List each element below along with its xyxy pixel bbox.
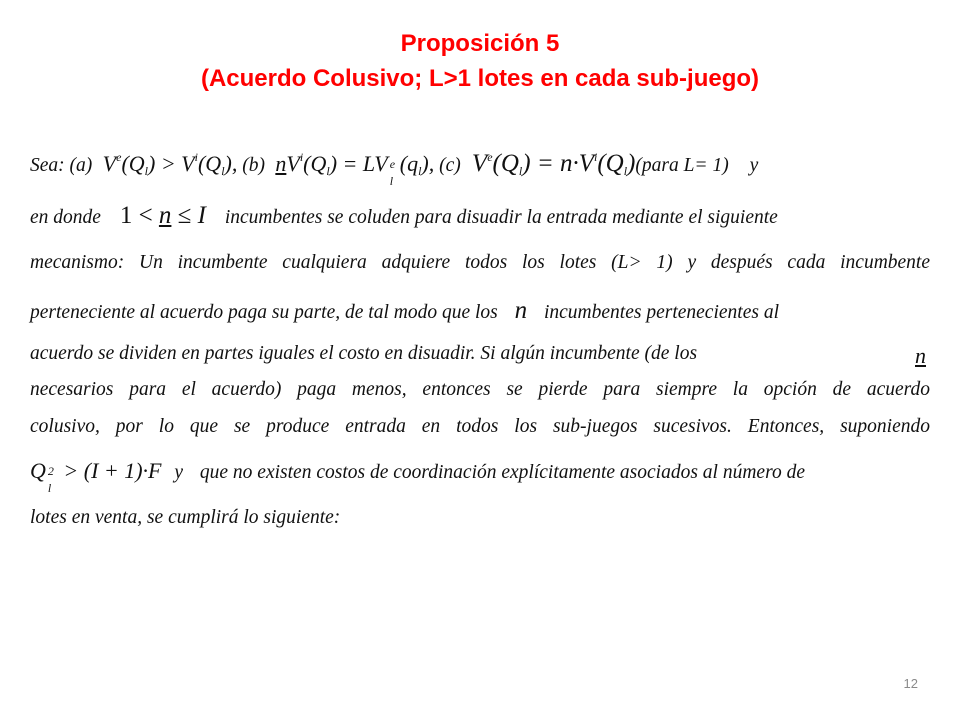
item-b-label: (b)	[242, 155, 265, 176]
sea-label: Sea:	[30, 155, 65, 176]
slide-title	[0, 26, 960, 96]
n-symbol: n	[514, 297, 528, 324]
n-underlined-symbol: n	[915, 343, 926, 368]
body-line-9: lotes en venta, se cumplirá lo siguiente:	[30, 507, 341, 528]
item-c-label: (c)	[439, 155, 461, 176]
en-donde-label: en donde	[30, 207, 101, 228]
formula-c: $V^e(Q_l) = n\cdot V^i(Q_l)$	[465, 150, 636, 178]
page-number: 12	[903, 676, 918, 691]
line-8-text: que no existen costos de coordinación explícitamente asociados al número de	[199, 462, 805, 483]
body-line-8	[30, 458, 930, 495]
body-line-1	[30, 150, 930, 188]
item-a-label: (a)	[69, 155, 93, 176]
y-connector-1: y	[749, 155, 759, 176]
body-line-4	[30, 297, 930, 327]
line-4-text-a: perteneciente al acuerdo paga su parte, de tal modo que los	[30, 302, 498, 323]
body-line-2	[30, 202, 930, 232]
title-line-1: Proposición 5	[400, 30, 560, 57]
formula-b: $nV^i(Q_l)$ = LV e l $(q_l)$,	[275, 150, 435, 188]
body-line-7: colusivo, por lo que se produce entrada en todos los sub-juegos sucesivos. Entonces, suponiendo	[30, 416, 930, 437]
line-4-text-b: incumbentes pertenecientes al	[543, 302, 779, 323]
line-2-text: incumbentes se coluden para disuadir la entrada mediante el siguiente	[224, 207, 778, 228]
title-line-2: (Acuerdo Colusivo; L>1 lotes en cada sub-juego)	[200, 65, 760, 92]
formula-n-range: 1 < n ≤ I	[119, 202, 206, 229]
body-line-6: necesarios para el acuerdo) paga menos, entonces se pierde para siempre la opción de acuerdo	[30, 379, 930, 400]
body-line-5	[30, 343, 930, 373]
para-l-1-note: (para L= 1)	[635, 155, 729, 176]
formula-condition: Q 2 l > (I + 1)·F	[30, 458, 162, 495]
formula-a: $V^e(Q_l) > V^i(Q_l)$,	[97, 150, 238, 178]
line-5-text: acuerdo se dividen en partes iguales el costo en disuadir. Si algún incumbente (de los	[30, 343, 698, 364]
y-connector-2: y	[174, 462, 184, 483]
body-line-3: mecanismo: Un incumbente cualquiera adquiere todos los lotes (L> 1) y después cada incumbente	[30, 252, 930, 273]
proposition-body	[30, 140, 930, 540]
